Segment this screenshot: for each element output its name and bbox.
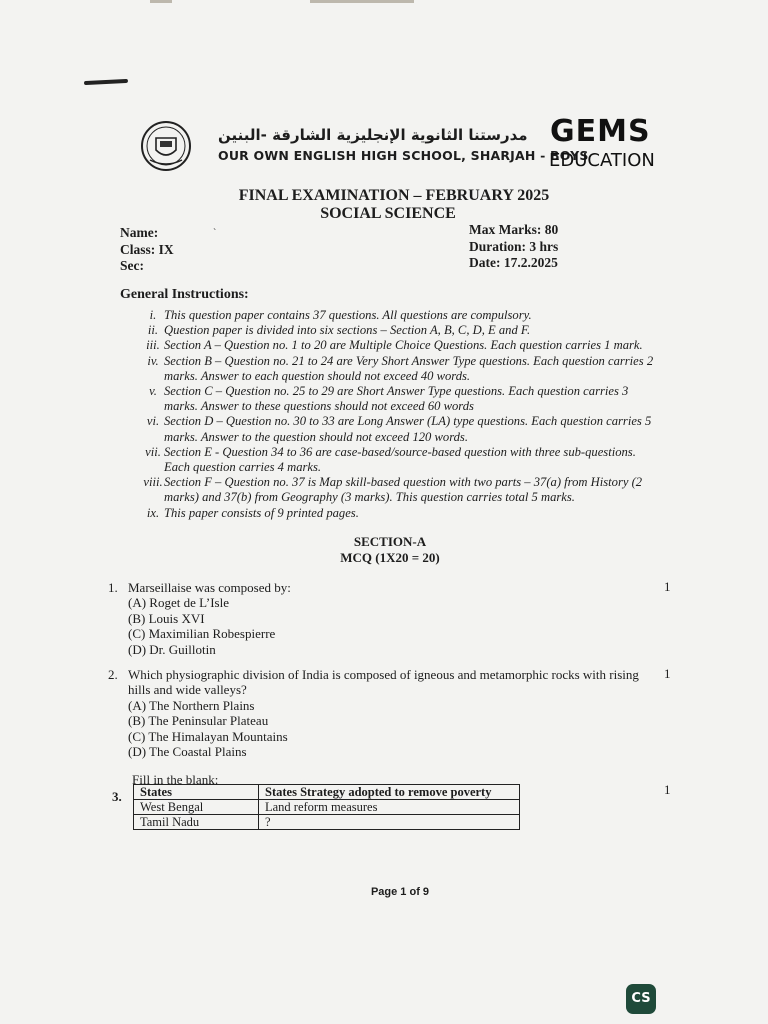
question-3-stem: Fill in the blank: xyxy=(132,772,219,787)
table-cell: Tamil Nadu xyxy=(134,815,259,830)
question-2 xyxy=(108,667,648,759)
student-details xyxy=(120,225,174,275)
option-d: (D) The Coastal Plains xyxy=(128,744,247,760)
option-b: (B) Louis XVI xyxy=(128,610,205,626)
question-1-marks: 1 xyxy=(664,579,671,594)
table-header: States xyxy=(134,785,259,800)
instruction-item: viii. Section F – Question no. 37 is Map skill-based question with two parts – 37(a) from History (2 marks) and 37(b) from Geography (3 marks). This question carries total 5 marks. xyxy=(143,475,643,505)
table-header-row xyxy=(134,785,520,800)
option-c: (C) The Himalayan Mountains xyxy=(128,728,288,744)
instruction-item: ix. This paper consists of 9 printed pages. xyxy=(146,505,359,520)
school-crest-icon xyxy=(140,120,192,172)
gems-logo: GEMS xyxy=(550,114,651,149)
section-title: SECTION-A xyxy=(353,534,427,549)
table-cell: ? xyxy=(259,815,520,830)
question-stem: Which physiographic division of India is composed of igneous and metamorphic rocks with rising hills and wide valleys? xyxy=(128,667,639,698)
question-2-marks: 1 xyxy=(664,666,671,681)
section-heading xyxy=(0,534,768,566)
section-subtitle: MCQ (1X20 = 20) xyxy=(340,550,440,565)
exam-title: FINAL EXAMINATION – FEBRUARY 2025 xyxy=(238,187,550,204)
question-1 xyxy=(108,580,648,657)
instruction-item: vii. Section E - Question 34 to 36 are case-based/source-based question with three sub-questions. Each question carries 4 marks. xyxy=(145,444,636,475)
option-d: (D) Dr. Guillotin xyxy=(128,641,216,657)
table-header: States Strategy adopted to remove poverty xyxy=(259,785,520,800)
section-field: Sec: xyxy=(120,258,144,273)
stray-mark: ` xyxy=(213,228,217,239)
page-number: Page 1 of 9 xyxy=(370,886,430,898)
pen-stroke xyxy=(84,79,128,85)
option-c: (C) Maximilian Robespierre xyxy=(128,626,276,642)
table-row xyxy=(134,815,520,830)
table-cell: Land reform measures xyxy=(259,800,520,815)
max-marks: Max Marks: 80 xyxy=(469,222,559,237)
class-field: Class: IX xyxy=(120,241,174,257)
scan-artifact xyxy=(310,0,414,3)
duration: Duration: 3 hrs xyxy=(469,238,559,254)
exam-details xyxy=(469,222,558,272)
instruction-item: v. Section C – Question no. 25 to 29 are Short Answer Type questions. Each question carries 3 marks. Answer to these questions should not exceed 60 words xyxy=(149,384,629,414)
table-row xyxy=(134,800,520,815)
name-field: Name: xyxy=(120,225,159,240)
option-a: (A) The Northern Plains xyxy=(128,697,255,713)
scan-artifact xyxy=(150,0,172,3)
instructions-list xyxy=(124,308,664,521)
states-table xyxy=(133,784,520,830)
gems-logo-subtitle: EDUCATION xyxy=(549,150,655,171)
table-cell: West Bengal xyxy=(134,800,259,815)
question-3-number: 3. xyxy=(112,789,122,804)
instruction-item: vi. Section D – Question no. 30 to 33 are Long Answer (LA) type questions. Each question carries 5 marks. Answer to the question should not exceed 120 words. xyxy=(146,414,652,444)
exam-subject: SOCIAL SCIENCE xyxy=(320,205,456,222)
instruction-item: i. This question paper contains 37 questions. All questions are compulsory. xyxy=(149,308,532,322)
question-stem: Marseillaise was composed by: xyxy=(128,580,291,595)
instruction-item: ii. Question paper is divided into six sections – Section A, B, C, D, E and F. xyxy=(147,323,531,338)
question-number: 2. xyxy=(108,667,118,682)
instructions-heading: General Instructions: xyxy=(120,287,249,302)
page-footer xyxy=(0,886,768,898)
instruction-item: iii. Section A – Question no. 1 to 20 are Multiple Choice Questions. Each question carries 1 mark. xyxy=(146,338,643,353)
option-a: (A) Roget de L’Isle xyxy=(128,595,229,611)
school-name: OUR OWN ENGLISH HIGH SCHOOL, SHARJAH - BOYS xyxy=(218,148,589,163)
camscanner-badge[interactable]: CS xyxy=(626,984,656,1014)
question-number: 1. xyxy=(108,580,118,595)
instruction-item: iv. Section B – Question no. 21 to 24 are Very Short Answer Type questions. Each question carries 2 marks. Answer to each question should not exceed 40 words. xyxy=(147,353,654,383)
option-b: (B) The Peninsular Plateau xyxy=(128,713,269,729)
question-3-marks: 1 xyxy=(664,782,671,797)
exam-date: Date: 17.2.2025 xyxy=(469,255,558,270)
school-name-arabic: مدرستنا الثانوية الإنجليزية الشارقة -البنين xyxy=(218,126,528,144)
